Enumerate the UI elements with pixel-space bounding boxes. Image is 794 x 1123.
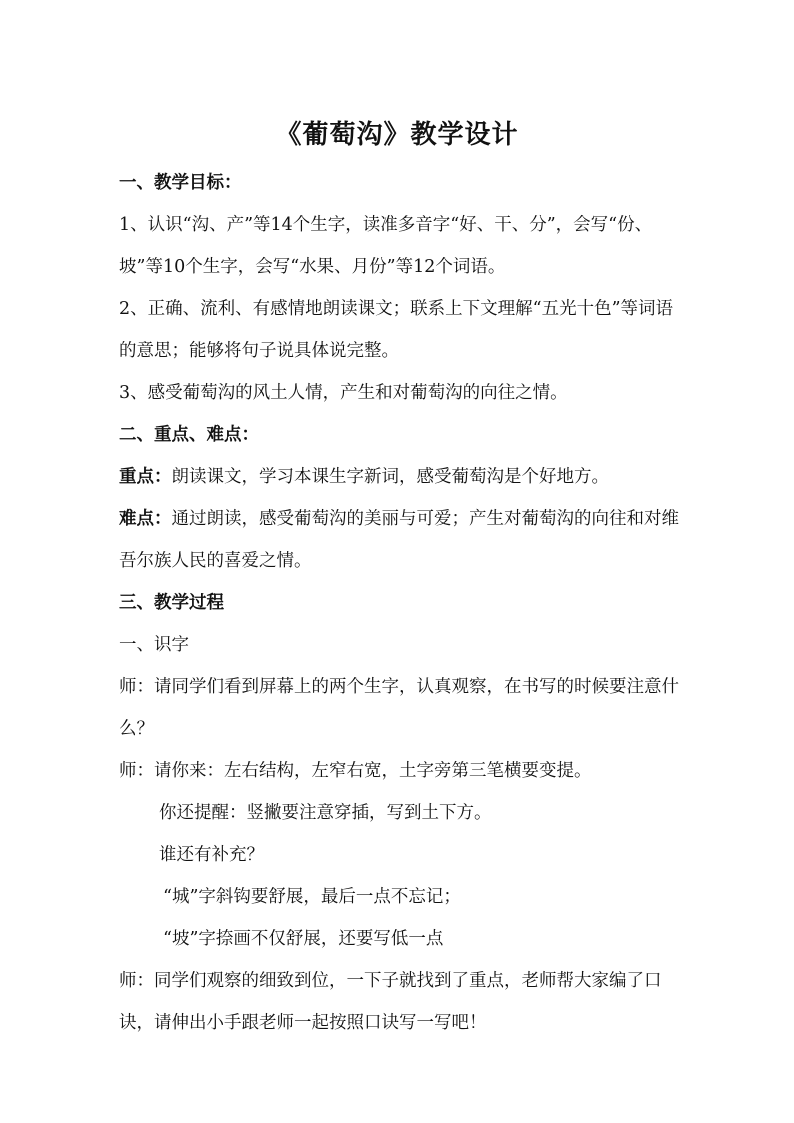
key-point-text: 朗读课文，学习本课生字新词，感受葡萄沟是个好地方。 [171, 467, 609, 487]
reminder-line: 你还提醒：竖撇要注意穿插，写到土下方。 [159, 803, 492, 823]
teacher-line-1: 师：请同学们看到屏幕上的两个生字，认真观察，在书写的时候要注意什么？ [119, 677, 679, 739]
po-character-note: “坡”字捺画不仅舒展，还要写低一点 [163, 929, 444, 949]
document-body [119, 162, 679, 1044]
section-heading-objectives: 一、教学目标： [119, 173, 242, 193]
difficulty-text: 通过朗读，感受葡萄沟的美丽与可爱；产生对葡萄沟的向往和对维吾尔族人民的喜爱之情。 [119, 509, 679, 571]
objective-item-3: 3、感受葡萄沟的风土人情，产生和对葡萄沟的向往之情。 [119, 383, 568, 403]
teacher-line-3: 师：同学们观察的细致到位，一下子就找到了重点，老师帮大家编了口诀，请伸出小手跟老师一起按照口诀写一写吧！ [119, 971, 662, 1033]
section-heading-process: 三、教学过程 [119, 593, 224, 613]
key-point-paragraph [119, 456, 679, 498]
difficulty-paragraph [119, 498, 679, 582]
subheading-literacy: 一、识字 [119, 635, 189, 655]
document-title: 《葡萄沟》教学设计 [275, 120, 519, 150]
objective-item-1: 1、认识“沟、产”等14个生字，读准多音字“好、干、分”，会写“份、坡”等10个生字，会写“水果、月份”等12个词语。 [119, 215, 653, 277]
difficulty-label: 难点： [119, 509, 172, 529]
supplement-question: 谁还有补充？ [159, 845, 264, 865]
section-heading-key-points: 二、重点、难点： [119, 425, 259, 445]
objective-item-2: 2、正确、流利、有感情地朗读课文；联系上下文理解“五光十色”等词语的意思；能够将句子说具体说完整。 [119, 299, 674, 361]
teacher-line-2: 师：请你来：左右结构，左窄右宽，土字旁第三笔横要变提。 [119, 761, 592, 781]
key-point-label: 重点： [119, 467, 172, 487]
cheng-character-note: “城”字斜钩要舒展，最后一点不忘记； [163, 887, 461, 907]
